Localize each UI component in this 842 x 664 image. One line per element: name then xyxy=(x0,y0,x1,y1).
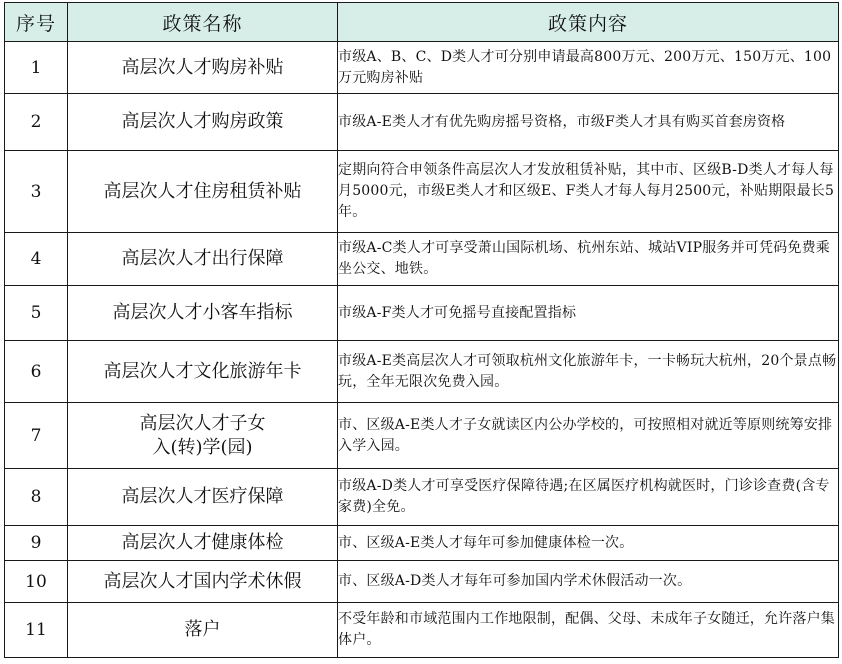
table-row xyxy=(5,151,839,233)
policy-name xyxy=(68,94,338,151)
policy-name-line: 入(转)学(园) xyxy=(152,436,253,458)
row-number: 7 xyxy=(5,403,68,469)
policy-content: 市、区级A-E类人才子女就读区内公办学校的，可按照相对就近等原则统筹安排入学入园。 xyxy=(338,403,839,469)
policy-name-line: 高层次人才子女 xyxy=(139,412,266,434)
header-row xyxy=(5,3,839,42)
policy-name-line: 高层次人才国内学术休假 xyxy=(103,570,302,592)
policy-name-line: 落户 xyxy=(184,619,221,640)
table-row xyxy=(5,233,839,286)
policy-name xyxy=(68,403,338,469)
row-number: 5 xyxy=(5,286,68,341)
policy-name-line: 高层次人才购房政策 xyxy=(121,111,284,132)
row-number: 1 xyxy=(5,42,68,94)
policy-name xyxy=(68,286,338,341)
row-number: 6 xyxy=(5,341,68,403)
table-row xyxy=(5,469,839,526)
table-row xyxy=(5,603,839,658)
table-row xyxy=(5,42,839,94)
policy-content: 市、区级A-E类人才每年可参加健康体检一次。 xyxy=(338,526,839,561)
policy-content: 不受年龄和市域范围内工作地限制，配偶、父母、未成年子女随迁，允许落户集体户。 xyxy=(338,603,839,658)
policy-name xyxy=(68,526,338,561)
policy-content: 市、区级A-D类人才每年可参加国内学术休假活动一次。 xyxy=(338,561,839,603)
row-number: 11 xyxy=(5,603,68,658)
table-row xyxy=(5,561,839,603)
table-row xyxy=(5,341,839,403)
policy-name xyxy=(68,233,338,286)
policy-content: 市级A-E类高层次人才可领取杭州文化旅游年卡，一卡畅玩大杭州，20个景点畅玩，全年无限次免费入园。 xyxy=(338,341,839,403)
header-policy-name: 政策名称 xyxy=(68,3,338,42)
table-row xyxy=(5,94,839,151)
policy-content: 市级A-E类人才有优先购房摇号资格，市级F类人才具有购买首套房资格 xyxy=(338,94,839,151)
policy-name xyxy=(68,561,338,603)
policy-name-line: 高层次人才健康体检 xyxy=(121,532,284,553)
policy-table xyxy=(4,2,839,658)
policy-content: 市级A、B、C、D类人才可分别申请最高800万元、200万元、150万元、100万元购房补贴 xyxy=(338,42,839,94)
policy-name-line: 高层次人才出行保障 xyxy=(121,248,284,269)
policy-content: 市级A-D类人才可享受医疗保障待遇;在区属医疗机构就医时，门诊诊查费(含专家费)全免。 xyxy=(338,469,839,526)
policy-name xyxy=(68,603,338,658)
row-number: 9 xyxy=(5,526,68,561)
policy-name-line: 高层次人才住房租赁补贴 xyxy=(103,180,302,202)
row-number: 8 xyxy=(5,469,68,526)
table-row xyxy=(5,403,839,469)
policy-name xyxy=(68,42,338,94)
policy-content: 定期向符合申领条件高层次人才发放租赁补贴，其中市、区级B-D类人才每人每月5000元，市级E类人才和区级E、F类人才每人每月2500元，补贴期限最长5年。 xyxy=(338,151,839,233)
row-number: 4 xyxy=(5,233,68,286)
table-row xyxy=(5,526,839,561)
policy-name xyxy=(68,469,338,526)
policy-content: 市级A-C类人才可享受萧山国际机场、杭州东站、城站VIP服务并可凭码免费乘坐公交、地铁。 xyxy=(338,233,839,286)
policy-name xyxy=(68,151,338,233)
policy-name-line: 高层次人才小客车指标 xyxy=(112,302,293,323)
table-row xyxy=(5,286,839,341)
policy-name-line: 高层次人才医疗保障 xyxy=(121,486,284,507)
policy-name-line: 高层次人才文化旅游年卡 xyxy=(103,360,302,382)
policy-name xyxy=(68,341,338,403)
row-number: 10 xyxy=(5,561,68,603)
row-number: 3 xyxy=(5,151,68,233)
header-number: 序号 xyxy=(5,3,68,42)
header-policy-content: 政策内容 xyxy=(338,3,839,42)
policy-content: 市级A-F类人才可免摇号直接配置指标 xyxy=(338,286,839,341)
policy-name-line: 高层次人才购房补贴 xyxy=(121,56,284,78)
row-number: 2 xyxy=(5,94,68,151)
